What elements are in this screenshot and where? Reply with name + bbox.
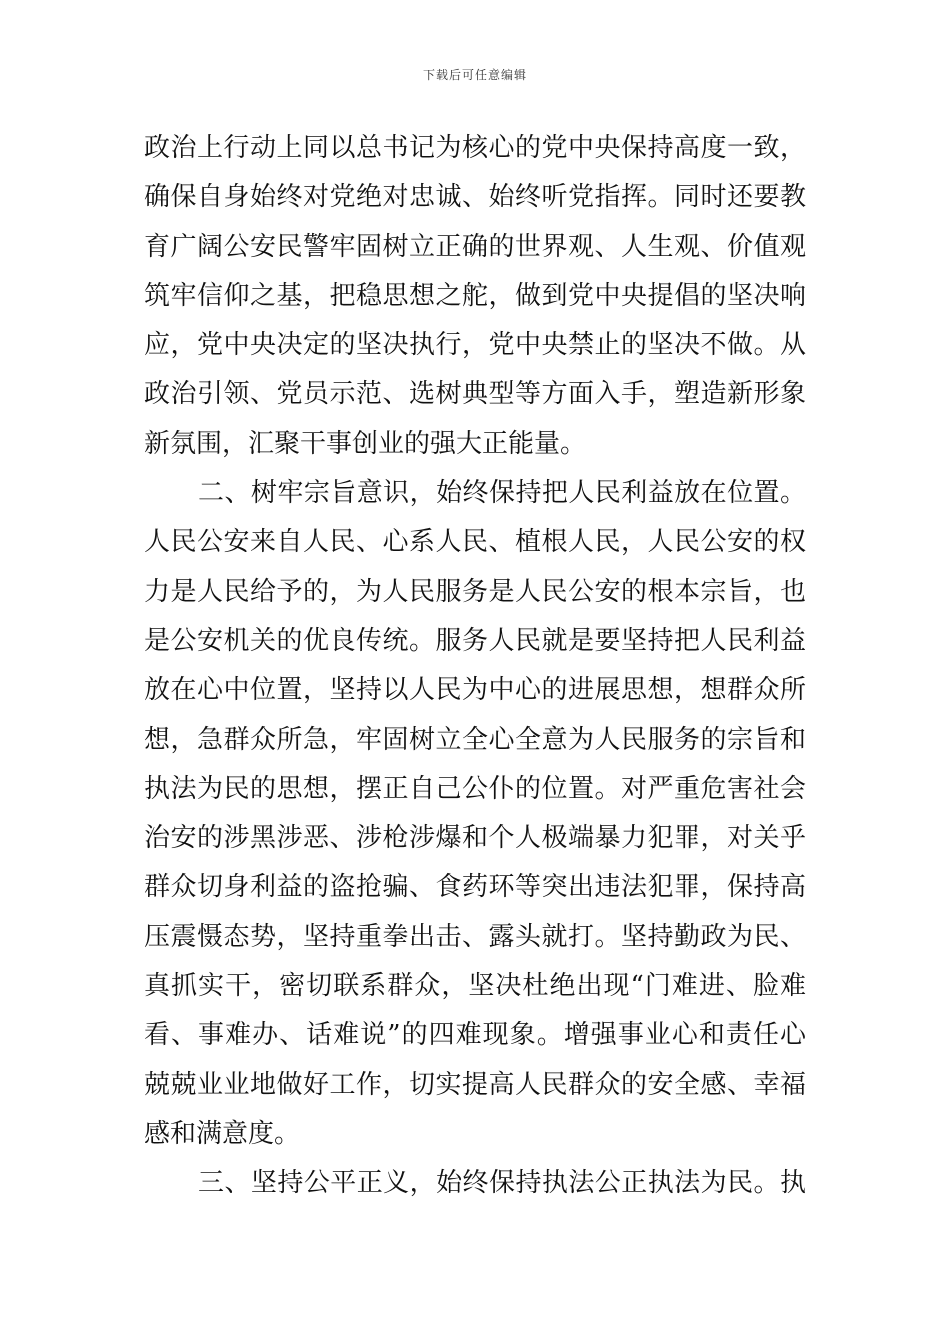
document-body [144,124,806,1209]
text-line: 想，急群众所急，牢固树立全心全意为人民服务的宗旨和 [144,724,806,755]
text-line: 压震慑态势，坚持重拳出击、露头就打。坚持勤政为民、 [144,921,806,952]
text-line: 人民公安来自人民、心系人民、植根人民，人民公安的权 [144,527,806,558]
text-line: 看、事难办、话难说”的四难现象。增强事业心和责任心 [144,1020,806,1051]
text-line: 治安的涉黑涉恶、涉枪涉爆和个人极端暴力犯罪，对关乎 [144,823,806,854]
text-line: 二、树牢宗旨意识，始终保持把人民利益放在位置。 [198,478,806,509]
text-line: 放在心中位置，坚持以人民为中心的进展思想，想群众所 [144,675,806,706]
text-line: 育广阔公安民警牢固树立正确的世界观、人生观、价值观 [144,231,806,262]
text-line: 应，党中央决定的坚决执行，党中央禁止的坚决不做。从 [144,330,806,361]
text-line: 兢兢业业地做好工作，切实提高人民群众的安全感、幸福 [144,1069,806,1100]
text-line: 群众切身利益的盗抢骗、食药环等突出违法犯罪，保持高 [144,872,806,903]
text-line: 真抓实干，密切联系群众，坚决杜绝出现“门难进、脸难 [144,971,806,1002]
page-header: 下载后可任意编辑 [422,68,527,82]
text-line: 力是人民给予的，为人民服务是人民公安的根本宗旨，也 [144,576,806,607]
text-line: 感和满意度。 [144,1118,301,1149]
text-line: 三、坚持公平正义，始终保持执法公正执法为民。执 [198,1168,806,1199]
text-line: 政治引领、党员示范、选树典型等方面入手，塑造新形象 [144,379,806,410]
text-line: 政治上行动上同以总书记为核心的党中央保持高度一致， [144,133,806,163]
text-line: 是公安机关的优良传统。服务人民就是要坚持把人民利益 [144,625,806,656]
text-line: 确保自身始终对党绝对忠诚、始终听党指挥。同时还要教 [144,182,806,213]
text-line: 筑牢信仰之基，把稳思想之舵，做到党中央提倡的坚决响 [144,280,806,311]
text-line: 执法为民的思想，摆正自己公仆的位置。对严重危害社会 [144,773,806,804]
text-line: 新氛围，汇聚干事创业的强大正能量。 [144,428,587,459]
